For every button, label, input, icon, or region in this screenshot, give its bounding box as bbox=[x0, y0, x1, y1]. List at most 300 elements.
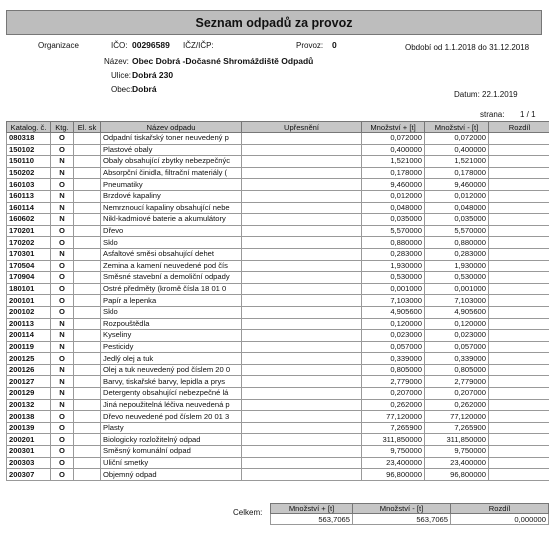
row-mnozstvi-minus: 0,057000 bbox=[425, 341, 489, 353]
row-upresneni bbox=[242, 306, 362, 318]
row-rozdil bbox=[489, 306, 549, 318]
row-mnozstvi-plus: 7,103000 bbox=[362, 295, 425, 307]
row-mnozstvi-plus: 0,072000 bbox=[362, 133, 425, 145]
row-mnozstvi-minus: 0,400000 bbox=[425, 144, 489, 156]
total-plus-value: 563,7065 bbox=[271, 514, 353, 525]
row-el-sk bbox=[74, 411, 101, 423]
table-row bbox=[7, 364, 549, 376]
row-katalog: 160602 bbox=[7, 214, 51, 226]
total-diff-header: Rozdíl bbox=[451, 504, 549, 514]
row-nazev: Pneumatiky bbox=[101, 179, 242, 191]
row-el-sk bbox=[74, 388, 101, 400]
row-nazev: Odpadní tiskařský toner neuvedený p bbox=[101, 133, 242, 145]
row-ktg: O bbox=[51, 283, 74, 295]
row-rozdil bbox=[489, 202, 549, 214]
row-katalog: 160103 bbox=[7, 179, 51, 191]
row-el-sk bbox=[74, 364, 101, 376]
row-upresneni bbox=[242, 434, 362, 446]
row-ktg: O bbox=[51, 446, 74, 458]
row-upresneni bbox=[242, 399, 362, 411]
nazev-value: Obec Dobrá -Dočasné Shromáždiště Odpadů bbox=[132, 56, 314, 66]
row-el-sk bbox=[74, 306, 101, 318]
row-ktg: O bbox=[51, 469, 74, 481]
row-katalog: 170904 bbox=[7, 272, 51, 284]
table-row bbox=[7, 411, 549, 423]
row-upresneni bbox=[242, 411, 362, 423]
row-mnozstvi-minus: 0,530000 bbox=[425, 272, 489, 284]
row-mnozstvi-plus: 9,750000 bbox=[362, 446, 425, 458]
row-katalog: 170201 bbox=[7, 225, 51, 237]
row-mnozstvi-plus: 1,521000 bbox=[362, 156, 425, 168]
col-header-nazev: Název odpadu bbox=[101, 122, 242, 133]
row-mnozstvi-plus: 0,262000 bbox=[362, 399, 425, 411]
row-mnozstvi-minus: 0,035000 bbox=[425, 214, 489, 226]
row-rozdil bbox=[489, 272, 549, 284]
row-rozdil bbox=[489, 376, 549, 388]
table-row bbox=[7, 133, 549, 145]
row-mnozstvi-plus: 0,178000 bbox=[362, 167, 425, 179]
row-rozdil bbox=[489, 469, 549, 481]
row-katalog: 150102 bbox=[7, 144, 51, 156]
row-ktg: O bbox=[51, 306, 74, 318]
row-nazev: Jedlý olej a tuk bbox=[101, 353, 242, 365]
row-upresneni bbox=[242, 225, 362, 237]
row-rozdil bbox=[489, 237, 549, 249]
obdobi-text: Období od 1.1.2018 do 31.12.2018 bbox=[405, 43, 530, 52]
row-rozdil bbox=[489, 248, 549, 260]
row-katalog: 200102 bbox=[7, 306, 51, 318]
row-katalog: 170202 bbox=[7, 237, 51, 249]
row-mnozstvi-plus: 9,460000 bbox=[362, 179, 425, 191]
row-ktg: N bbox=[51, 167, 74, 179]
row-mnozstvi-plus: 0,120000 bbox=[362, 318, 425, 330]
row-katalog: 150202 bbox=[7, 167, 51, 179]
table-row bbox=[7, 457, 549, 469]
row-mnozstvi-minus: 1,930000 bbox=[425, 260, 489, 272]
row-rozdil bbox=[489, 364, 549, 376]
table-row bbox=[7, 318, 549, 330]
report-title: Seznam odpadů za provoz bbox=[6, 10, 542, 35]
row-nazev: Zemina a kamení neuvedené pod čís bbox=[101, 260, 242, 272]
row-rozdil bbox=[489, 225, 549, 237]
row-el-sk bbox=[74, 469, 101, 481]
table-row bbox=[7, 190, 549, 202]
table-row bbox=[7, 214, 549, 226]
table-row bbox=[7, 376, 549, 388]
row-nazev: Olej a tuk neuvedený pod číslem 20 0 bbox=[101, 364, 242, 376]
row-upresneni bbox=[242, 190, 362, 202]
row-mnozstvi-plus: 0,400000 bbox=[362, 144, 425, 156]
row-el-sk bbox=[74, 376, 101, 388]
row-nazev: Ostré předměty (kromě čísla 18 01 0 bbox=[101, 283, 242, 295]
row-nazev: Dřevo bbox=[101, 225, 242, 237]
row-katalog: 200101 bbox=[7, 295, 51, 307]
row-mnozstvi-minus: 7,265900 bbox=[425, 422, 489, 434]
total-minus-header: Množství - [t] bbox=[353, 504, 451, 514]
datum-text: Datum: 22.1.2019 bbox=[454, 90, 518, 99]
row-ktg: N bbox=[51, 376, 74, 388]
row-nazev: Brzdové kapaliny bbox=[101, 190, 242, 202]
row-nazev: Směsný komunální odpad bbox=[101, 446, 242, 458]
row-mnozstvi-minus: 1,521000 bbox=[425, 156, 489, 168]
icz-label: IČZ/IČP: bbox=[183, 41, 214, 50]
provoz-label: Provoz: bbox=[296, 41, 324, 50]
row-upresneni bbox=[242, 214, 362, 226]
row-upresneni bbox=[242, 248, 362, 260]
row-mnozstvi-plus: 0,530000 bbox=[362, 272, 425, 284]
row-mnozstvi-minus: 311,850000 bbox=[425, 434, 489, 446]
total-plus-header: Množství + [t] bbox=[271, 504, 353, 514]
table-row bbox=[7, 446, 549, 458]
row-upresneni bbox=[242, 469, 362, 481]
total-minus-value: 563,7065 bbox=[353, 514, 451, 525]
col-header-rozdil: Rozdíl bbox=[489, 122, 549, 133]
row-el-sk bbox=[74, 422, 101, 434]
row-ktg: O bbox=[51, 422, 74, 434]
row-el-sk bbox=[74, 295, 101, 307]
row-mnozstvi-plus: 5,570000 bbox=[362, 225, 425, 237]
col-header-el-sk: El. sk bbox=[74, 122, 101, 133]
row-rozdil bbox=[489, 179, 549, 191]
table-row bbox=[7, 341, 549, 353]
row-mnozstvi-minus: 0,262000 bbox=[425, 399, 489, 411]
row-ktg: N bbox=[51, 190, 74, 202]
table-row bbox=[7, 237, 549, 249]
row-rozdil bbox=[489, 399, 549, 411]
strana-value: 1 / 1 bbox=[520, 110, 536, 119]
row-katalog: 200132 bbox=[7, 399, 51, 411]
row-katalog: 200201 bbox=[7, 434, 51, 446]
row-mnozstvi-minus: 0,001000 bbox=[425, 283, 489, 295]
celkem-label: Celkem: bbox=[233, 508, 263, 517]
row-el-sk bbox=[74, 248, 101, 260]
row-mnozstvi-minus: 0,283000 bbox=[425, 248, 489, 260]
table-row bbox=[7, 469, 549, 481]
row-mnozstvi-minus: 0,207000 bbox=[425, 388, 489, 400]
row-ktg: O bbox=[51, 457, 74, 469]
col-header-ktg: Ktg. bbox=[51, 122, 74, 133]
row-mnozstvi-minus: 0,048000 bbox=[425, 202, 489, 214]
table-header-row bbox=[7, 122, 549, 133]
row-mnozstvi-plus: 0,035000 bbox=[362, 214, 425, 226]
row-nazev: Jiná nepoužitelná léčiva neuvedená p bbox=[101, 399, 242, 411]
row-rozdil bbox=[489, 214, 549, 226]
table-row bbox=[7, 388, 549, 400]
row-upresneni bbox=[242, 353, 362, 365]
row-rozdil bbox=[489, 411, 549, 423]
row-mnozstvi-minus: 2,779000 bbox=[425, 376, 489, 388]
row-rozdil bbox=[489, 190, 549, 202]
row-mnozstvi-minus: 0,339000 bbox=[425, 353, 489, 365]
row-rozdil bbox=[489, 434, 549, 446]
row-nazev: Barvy, tiskařské barvy, lepidla a prys bbox=[101, 376, 242, 388]
row-mnozstvi-minus: 0,178000 bbox=[425, 167, 489, 179]
row-rozdil bbox=[489, 156, 549, 168]
table-row bbox=[7, 179, 549, 191]
row-mnozstvi-plus: 7,265900 bbox=[362, 422, 425, 434]
col-header-upresneni: Upřesnění bbox=[242, 122, 362, 133]
row-mnozstvi-minus: 7,103000 bbox=[425, 295, 489, 307]
row-mnozstvi-minus: 77,120000 bbox=[425, 411, 489, 423]
row-upresneni bbox=[242, 272, 362, 284]
row-nazev: Nemrznoucí kapaliny obsahující nebe bbox=[101, 202, 242, 214]
row-rozdil bbox=[489, 330, 549, 342]
col-header-katalog: Katalog. č. bbox=[7, 122, 51, 133]
row-upresneni bbox=[242, 167, 362, 179]
row-rozdil bbox=[489, 341, 549, 353]
table-row bbox=[7, 156, 549, 168]
row-rozdil bbox=[489, 295, 549, 307]
col-header-mnozstvi-minus: Množství - [t] bbox=[425, 122, 489, 133]
row-mnozstvi-minus: 9,750000 bbox=[425, 446, 489, 458]
row-mnozstvi-plus: 0,339000 bbox=[362, 353, 425, 365]
row-mnozstvi-plus: 0,057000 bbox=[362, 341, 425, 353]
row-katalog: 160114 bbox=[7, 202, 51, 214]
row-mnozstvi-plus: 0,048000 bbox=[362, 202, 425, 214]
row-nazev: Dřevo neuvedené pod číslem 20 01 3 bbox=[101, 411, 242, 423]
row-rozdil bbox=[489, 167, 549, 179]
row-katalog: 170504 bbox=[7, 260, 51, 272]
row-rozdil bbox=[489, 260, 549, 272]
row-nazev: Plasty bbox=[101, 422, 242, 434]
row-upresneni bbox=[242, 422, 362, 434]
row-mnozstvi-plus: 4,905600 bbox=[362, 306, 425, 318]
row-mnozstvi-minus: 0,023000 bbox=[425, 330, 489, 342]
row-katalog: 180101 bbox=[7, 283, 51, 295]
row-ktg: O bbox=[51, 411, 74, 423]
row-mnozstvi-plus: 2,779000 bbox=[362, 376, 425, 388]
row-rozdil bbox=[489, 353, 549, 365]
row-mnozstvi-plus: 23,400000 bbox=[362, 457, 425, 469]
row-ktg: O bbox=[51, 179, 74, 191]
col-header-mnozstvi-plus: Množství + [t] bbox=[362, 122, 425, 133]
row-ktg: O bbox=[51, 353, 74, 365]
row-rozdil bbox=[489, 283, 549, 295]
obec-value: Dobrá bbox=[132, 84, 157, 94]
table-row bbox=[7, 306, 549, 318]
row-mnozstvi-plus: 0,012000 bbox=[362, 190, 425, 202]
row-mnozstvi-plus: 77,120000 bbox=[362, 411, 425, 423]
row-el-sk bbox=[74, 318, 101, 330]
row-nazev: Asfaltové směsi obsahující dehet bbox=[101, 248, 242, 260]
row-nazev: Kyseliny bbox=[101, 330, 242, 342]
row-katalog: 200126 bbox=[7, 364, 51, 376]
row-el-sk bbox=[74, 283, 101, 295]
row-mnozstvi-plus: 1,930000 bbox=[362, 260, 425, 272]
row-ktg: N bbox=[51, 248, 74, 260]
row-el-sk bbox=[74, 202, 101, 214]
row-katalog: 200139 bbox=[7, 422, 51, 434]
row-ktg: N bbox=[51, 318, 74, 330]
row-el-sk bbox=[74, 341, 101, 353]
row-nazev: Pesticidy bbox=[101, 341, 242, 353]
row-upresneni bbox=[242, 341, 362, 353]
row-mnozstvi-plus: 0,880000 bbox=[362, 237, 425, 249]
row-rozdil bbox=[489, 422, 549, 434]
row-katalog: 170301 bbox=[7, 248, 51, 260]
table-row bbox=[7, 167, 549, 179]
row-el-sk bbox=[74, 214, 101, 226]
row-ktg: N bbox=[51, 364, 74, 376]
row-katalog: 150110 bbox=[7, 156, 51, 168]
row-nazev: Rozpouštědla bbox=[101, 318, 242, 330]
row-ktg: O bbox=[51, 434, 74, 446]
waste-table bbox=[6, 121, 549, 481]
table-row bbox=[7, 144, 549, 156]
row-ktg: O bbox=[51, 260, 74, 272]
row-el-sk bbox=[74, 330, 101, 342]
row-el-sk bbox=[74, 434, 101, 446]
row-upresneni bbox=[242, 330, 362, 342]
row-katalog: 200129 bbox=[7, 388, 51, 400]
row-ktg: O bbox=[51, 144, 74, 156]
nazev-label: Název: bbox=[104, 57, 129, 66]
row-katalog: 200307 bbox=[7, 469, 51, 481]
row-katalog: 160113 bbox=[7, 190, 51, 202]
row-ktg: O bbox=[51, 133, 74, 145]
row-el-sk bbox=[74, 179, 101, 191]
row-mnozstvi-plus: 0,805000 bbox=[362, 364, 425, 376]
row-katalog: 200113 bbox=[7, 318, 51, 330]
provoz-value: 0 bbox=[332, 40, 337, 50]
row-ktg: N bbox=[51, 341, 74, 353]
table-row bbox=[7, 248, 549, 260]
row-ktg: N bbox=[51, 330, 74, 342]
row-rozdil bbox=[489, 318, 549, 330]
table-row bbox=[7, 330, 549, 342]
row-nazev: Sklo bbox=[101, 306, 242, 318]
row-mnozstvi-plus: 0,023000 bbox=[362, 330, 425, 342]
row-katalog: 200303 bbox=[7, 457, 51, 469]
row-nazev: Plastové obaly bbox=[101, 144, 242, 156]
organizace-label: Organizace bbox=[38, 41, 79, 50]
row-mnozstvi-minus: 9,460000 bbox=[425, 179, 489, 191]
row-ktg: O bbox=[51, 295, 74, 307]
ulice-value: Dobrá 230 bbox=[132, 70, 174, 80]
row-el-sk bbox=[74, 353, 101, 365]
row-ktg: O bbox=[51, 272, 74, 284]
row-upresneni bbox=[242, 388, 362, 400]
table-row bbox=[7, 353, 549, 365]
row-mnozstvi-minus: 23,400000 bbox=[425, 457, 489, 469]
row-nazev: Nikl-kadmiové baterie a akumulátory bbox=[101, 214, 242, 226]
row-upresneni bbox=[242, 133, 362, 145]
table-row bbox=[7, 272, 549, 284]
row-upresneni bbox=[242, 295, 362, 307]
row-el-sk bbox=[74, 399, 101, 411]
row-upresneni bbox=[242, 179, 362, 191]
row-upresneni bbox=[242, 364, 362, 376]
row-mnozstvi-minus: 0,120000 bbox=[425, 318, 489, 330]
totals-table bbox=[270, 503, 549, 525]
row-el-sk bbox=[74, 260, 101, 272]
row-katalog: 200138 bbox=[7, 411, 51, 423]
row-upresneni bbox=[242, 318, 362, 330]
row-upresneni bbox=[242, 260, 362, 272]
row-mnozstvi-plus: 0,207000 bbox=[362, 388, 425, 400]
row-upresneni bbox=[242, 237, 362, 249]
row-upresneni bbox=[242, 283, 362, 295]
row-mnozstvi-minus: 96,800000 bbox=[425, 469, 489, 481]
row-upresneni bbox=[242, 202, 362, 214]
row-el-sk bbox=[74, 272, 101, 284]
row-mnozstvi-plus: 0,283000 bbox=[362, 248, 425, 260]
table-row bbox=[7, 225, 549, 237]
row-mnozstvi-minus: 0,805000 bbox=[425, 364, 489, 376]
row-ktg: N bbox=[51, 156, 74, 168]
row-katalog: 200119 bbox=[7, 341, 51, 353]
row-upresneni bbox=[242, 446, 362, 458]
table-row bbox=[7, 260, 549, 272]
row-katalog: 200301 bbox=[7, 446, 51, 458]
row-nazev: Papír a lepenka bbox=[101, 295, 242, 307]
row-nazev: Objemný odpad bbox=[101, 469, 242, 481]
row-nazev: Směsné stavební a demoliční odpady bbox=[101, 272, 242, 284]
row-mnozstvi-minus: 0,880000 bbox=[425, 237, 489, 249]
row-ktg: N bbox=[51, 399, 74, 411]
row-upresneni bbox=[242, 376, 362, 388]
row-upresneni bbox=[242, 144, 362, 156]
table-row bbox=[7, 202, 549, 214]
table-row bbox=[7, 283, 549, 295]
row-nazev: Uliční smetky bbox=[101, 457, 242, 469]
row-rozdil bbox=[489, 446, 549, 458]
row-el-sk bbox=[74, 446, 101, 458]
row-mnozstvi-minus: 0,012000 bbox=[425, 190, 489, 202]
table-row bbox=[7, 422, 549, 434]
row-mnozstvi-minus: 4,905600 bbox=[425, 306, 489, 318]
row-upresneni bbox=[242, 457, 362, 469]
row-rozdil bbox=[489, 388, 549, 400]
table-row bbox=[7, 295, 549, 307]
row-katalog: 080318 bbox=[7, 133, 51, 145]
row-katalog: 200127 bbox=[7, 376, 51, 388]
row-el-sk bbox=[74, 144, 101, 156]
total-diff-value: 0,000000 bbox=[451, 514, 549, 525]
row-upresneni bbox=[242, 156, 362, 168]
row-ktg: O bbox=[51, 237, 74, 249]
row-rozdil bbox=[489, 133, 549, 145]
row-katalog: 200125 bbox=[7, 353, 51, 365]
row-ktg: N bbox=[51, 214, 74, 226]
ico-value: 00296589 bbox=[132, 40, 170, 50]
row-mnozstvi-plus: 96,800000 bbox=[362, 469, 425, 481]
row-rozdil bbox=[489, 457, 549, 469]
row-mnozstvi-minus: 0,072000 bbox=[425, 133, 489, 145]
row-rozdil bbox=[489, 144, 549, 156]
row-ktg: N bbox=[51, 388, 74, 400]
row-nazev: Obaly obsahující zbytky nebezpečnýc bbox=[101, 156, 242, 168]
row-el-sk bbox=[74, 167, 101, 179]
ulice-label: Ulice: bbox=[111, 71, 132, 80]
row-mnozstvi-plus: 311,850000 bbox=[362, 434, 425, 446]
obec-label: Obec: bbox=[111, 85, 133, 94]
table-row bbox=[7, 434, 549, 446]
row-el-sk bbox=[74, 156, 101, 168]
row-katalog: 200114 bbox=[7, 330, 51, 342]
row-nazev: Detergenty obsahující nebezpečné lá bbox=[101, 388, 242, 400]
row-mnozstvi-minus: 5,570000 bbox=[425, 225, 489, 237]
row-el-sk bbox=[74, 133, 101, 145]
row-nazev: Biologicky rozložitelný odpad bbox=[101, 434, 242, 446]
row-el-sk bbox=[74, 457, 101, 469]
table-row bbox=[7, 399, 549, 411]
ico-label: IČO: bbox=[111, 41, 128, 50]
strana-label: strana: bbox=[480, 110, 505, 119]
row-el-sk bbox=[74, 225, 101, 237]
row-nazev: Absorpční činidla, filtrační materiály ( bbox=[101, 167, 242, 179]
row-mnozstvi-plus: 0,001000 bbox=[362, 283, 425, 295]
